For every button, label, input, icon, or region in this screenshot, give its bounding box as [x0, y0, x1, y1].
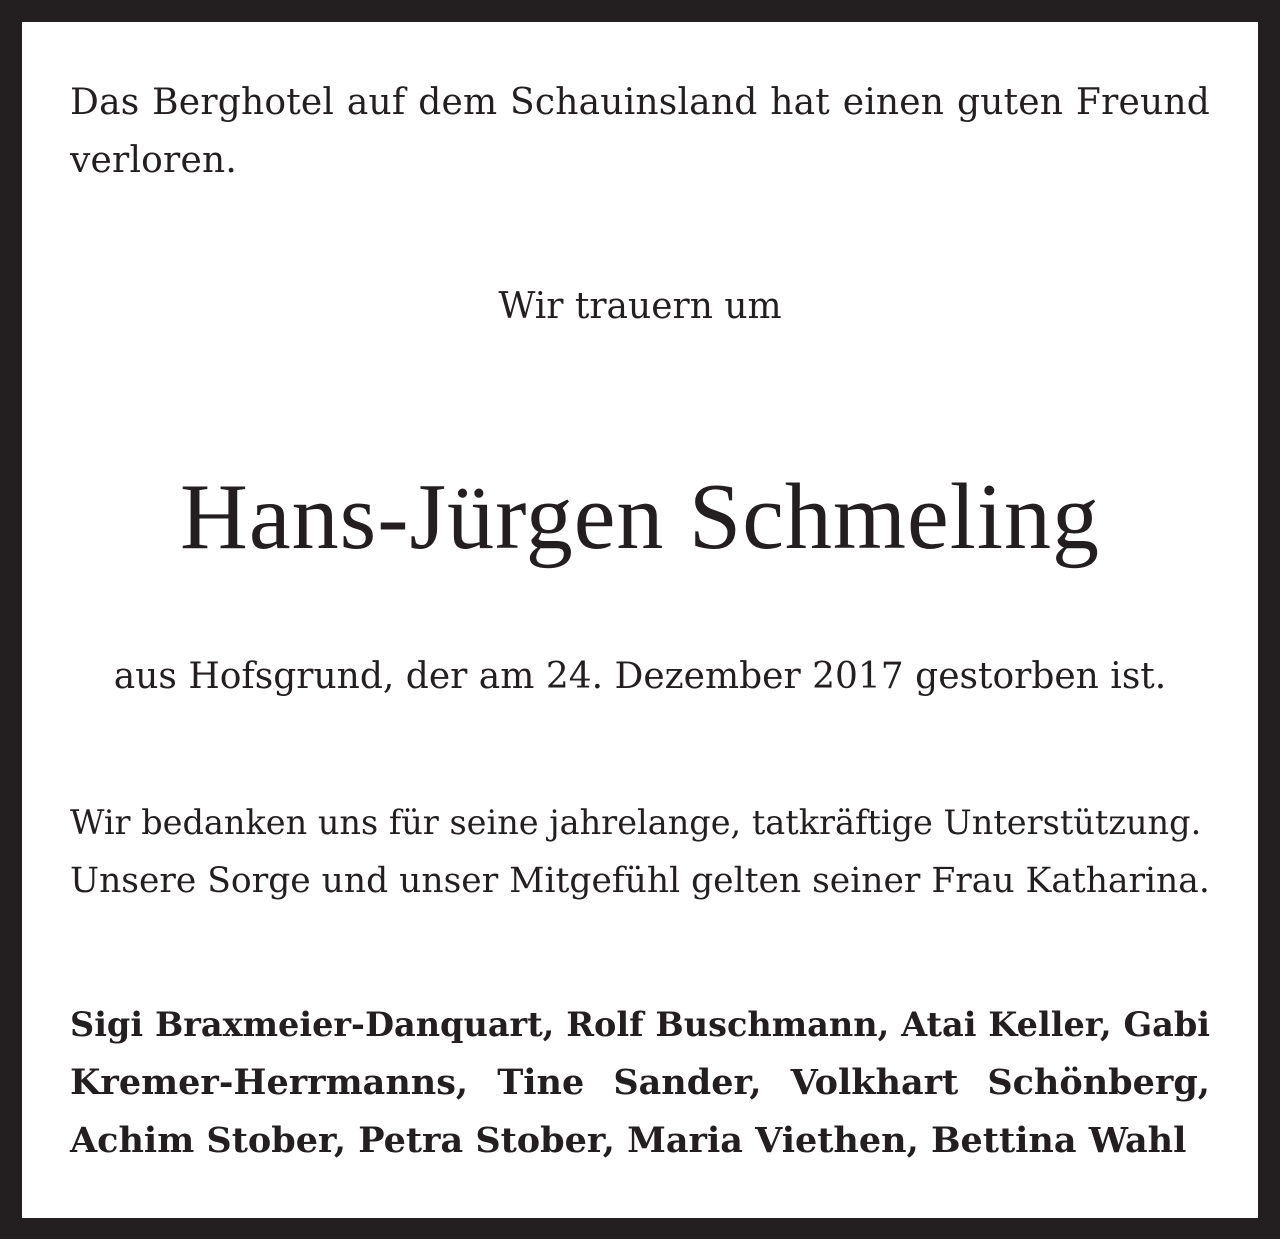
- mourning-text: Wir trauern um: [498, 286, 782, 327]
- signers-line-2: Kremer-Herrmanns, Tine Sander, Volkhart Schönberg,: [70, 1062, 1210, 1103]
- signers-line-1: Sigi Braxmeier-Danquart, Rolf Buschmann, Atai Keller, Gabi: [70, 1005, 1210, 1044]
- intro-text-line-1: Das Berghotel auf dem Schauinsland hat einen guten Freund: [70, 82, 1210, 123]
- obituary-notice: [22, 22, 1258, 1218]
- thanks-text-line-2: Unsere Sorge und unser Mitgefühl gelten seiner Frau Katharina.: [70, 861, 1210, 901]
- thanks-text-line-1: Wir bedanken uns für seine jahrelange, tatkräftige Unterstützung.: [70, 803, 1202, 842]
- intro-text-line-2: verloren.: [70, 140, 237, 181]
- signers-line-3: Achim Stober, Petra Stober, Maria Viethen, Bettina Wahl: [70, 1120, 1187, 1161]
- deceased-name: Hans-Jürgen Schmeling: [180, 465, 1100, 569]
- origin-and-date: aus Hofsgrund, der am 24. Dezember 2017 gestorben ist.: [113, 656, 1167, 697]
